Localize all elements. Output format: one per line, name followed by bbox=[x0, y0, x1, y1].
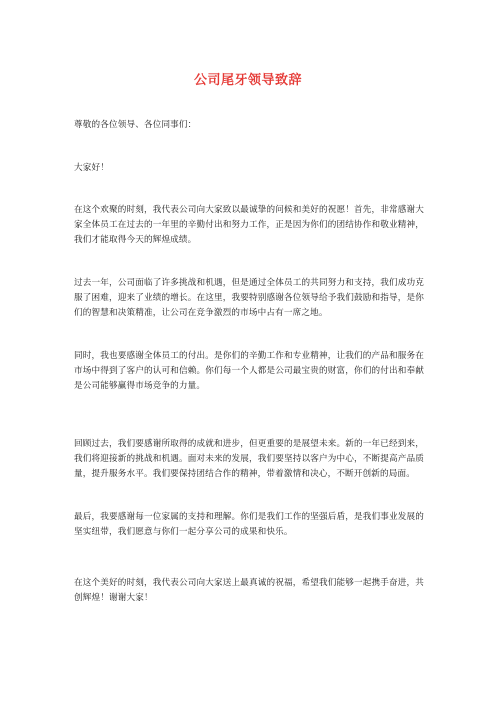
body-paragraph: 在这个欢聚的时刻，我代表公司向大家致以最诚挚的问候和美好的祝愿！首先，非常感谢大家全体员工在过去的一年里的辛勤付出和努力工作，正是因为你们的团结协作和敬业精神，我们才能取得今天的辉煌成绩。 bbox=[74, 205, 424, 245]
body-paragraph: 回顾过去，我们要感谢所取得的成就和进步，但更重要的是展望未来。新的一年已经到来，我们将迎接新的挑战和机遇。面对未来的发展，我们要坚持以客户为中心，不断提高产品质量，提升服务水平。我们要保持团结合作的精神，带着激情和决心，不断开创新的局面。 bbox=[74, 439, 424, 479]
greeting-text: 大家好！ bbox=[74, 163, 109, 173]
body-paragraph: 在这个美好的时刻，我代表公司向大家送上最真诚的祝福，希望我们能够一起携手奋进，共创辉煌！谢谢大家！ bbox=[74, 578, 424, 603]
body-paragraph: 过去一年，公司面临了许多挑战和机遇，但是通过全体员工的共同努力和支持，我们成功克服了困难，迎来了业绩的增长。在这里，我要特别感谢各位领导给予我们鼓励和指导，是你们的智慧和决策精准，让公司在竞争激烈的市场中占有一席之地。 bbox=[74, 278, 424, 318]
body-paragraph: 同时，我也要感谢全体员工的付出。是你们的辛勤工作和专业精神，让我们的产品和服务在市场中得到了客户的认可和信赖。你们每一个人都是公司最宝贵的财富，你们的付出和奉献是公司能够赢得市场竞争的力量。 bbox=[74, 351, 424, 391]
salutation-text: 尊敬的各位领导、各位同事们： bbox=[74, 120, 197, 130]
document-title: 公司尾牙领导致辞 bbox=[193, 73, 302, 88]
body-paragraph: 最后，我要感谢每一位家属的支持和理解。你们是我们工作的坚强后盾，是我们事业发展的坚实纽带，我们愿意与你们一起分享公司的成果和快乐。 bbox=[74, 512, 424, 537]
